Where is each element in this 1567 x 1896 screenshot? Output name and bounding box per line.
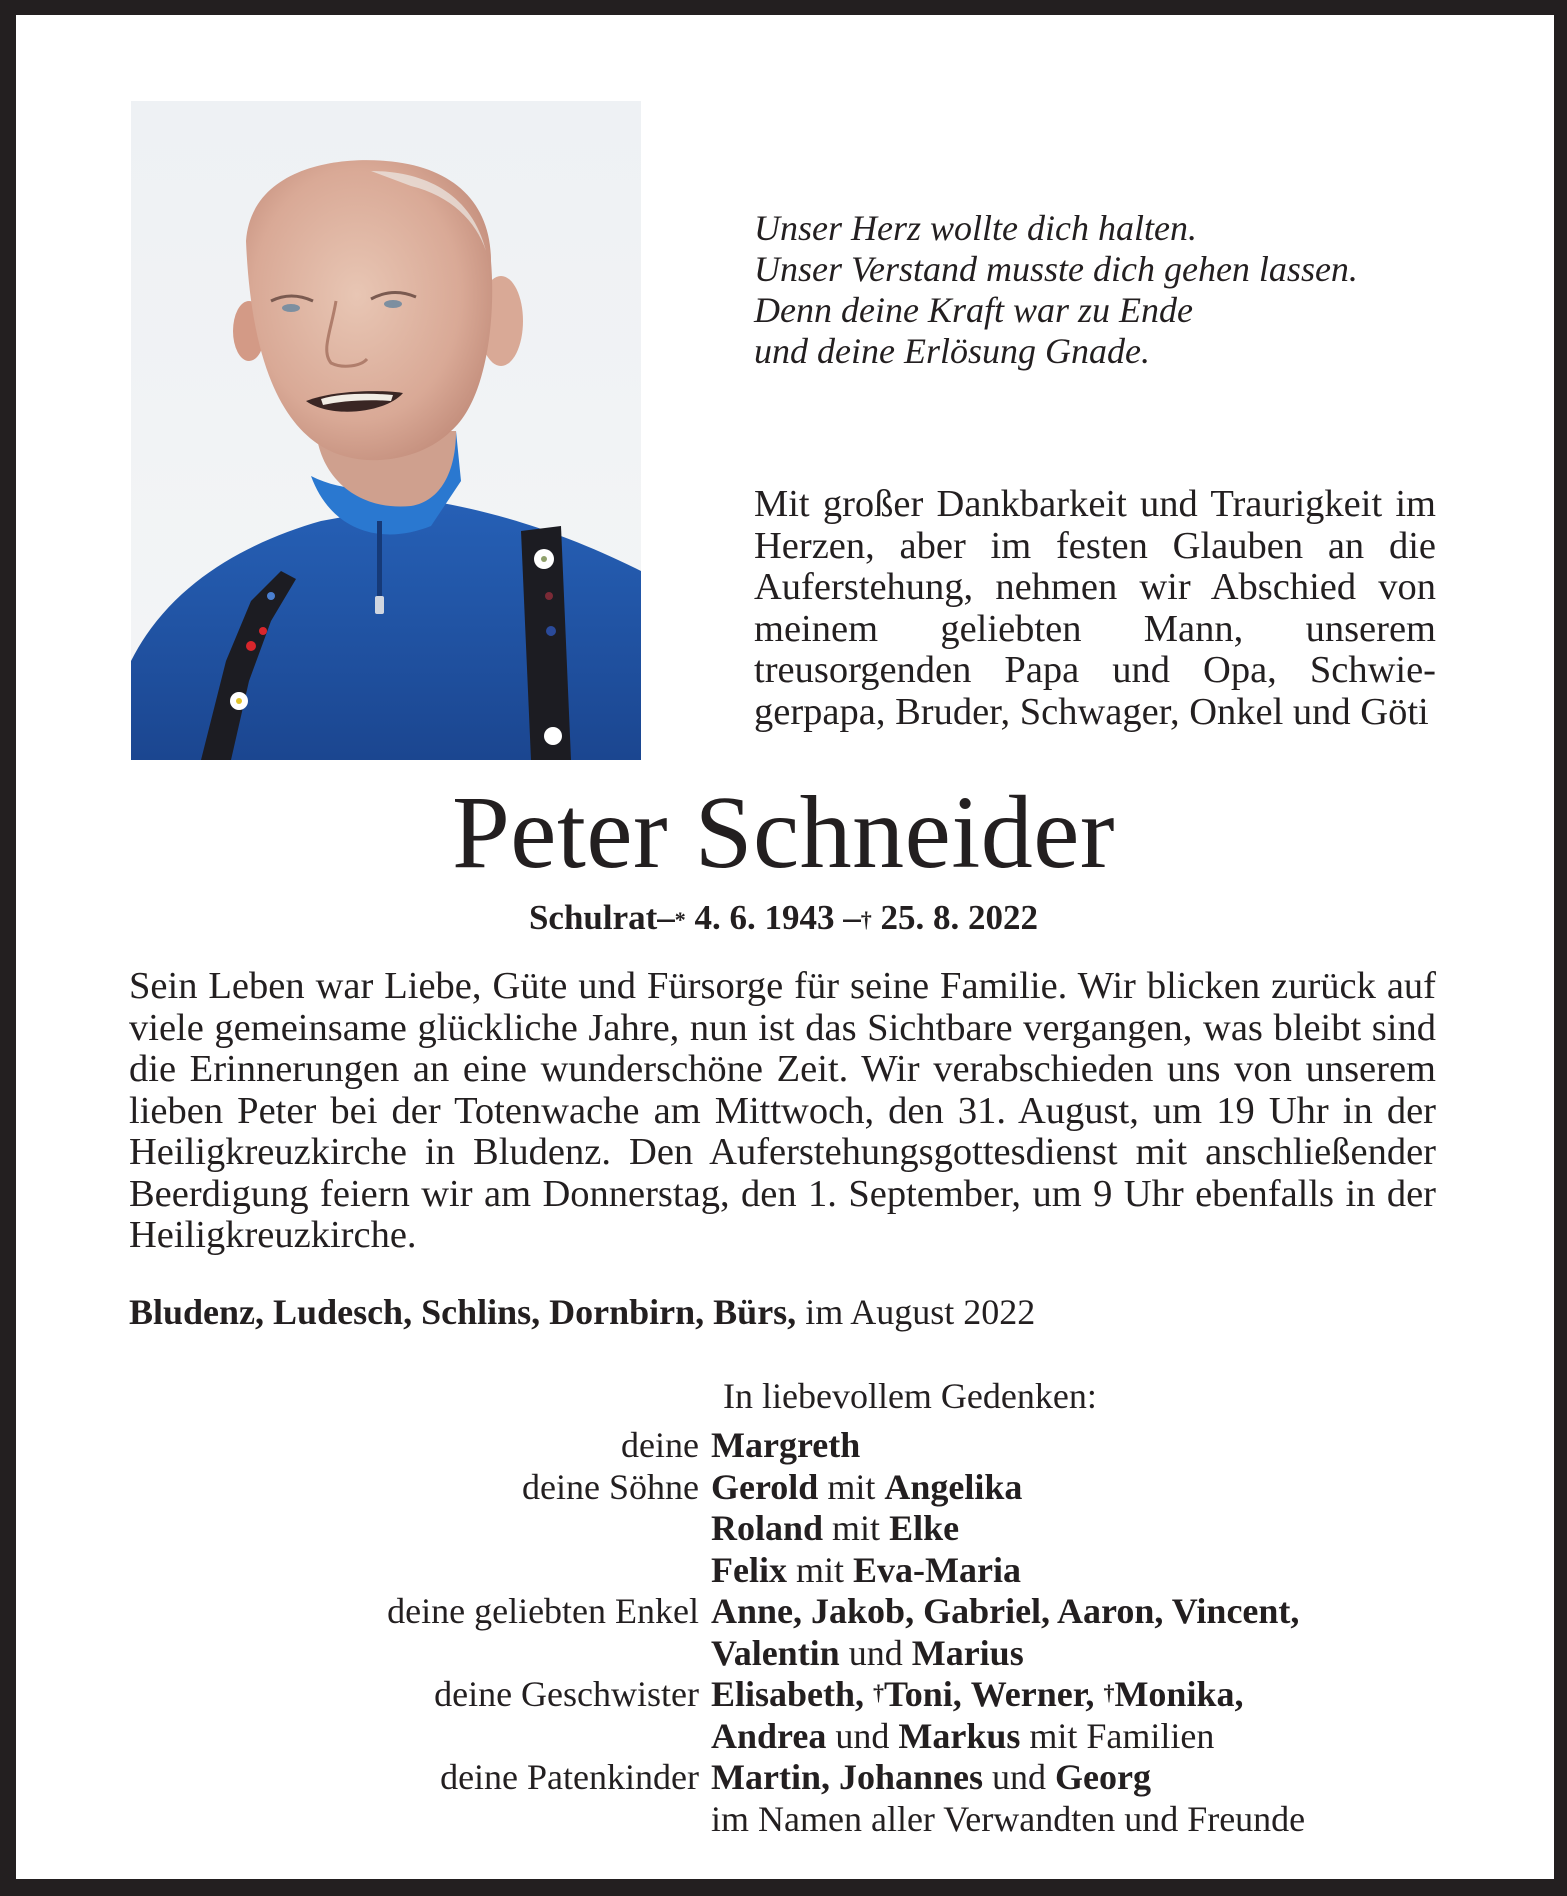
family-name: Valentin: [711, 1632, 840, 1673]
separator: –: [843, 898, 861, 937]
family-name: Anne, Jakob, Gabriel, Aaron, Vincent,: [711, 1591, 1300, 1631]
connector-text: und: [848, 1632, 903, 1673]
relation-label: deine Patenkinder: [440, 1757, 699, 1797]
poem-line: Unser Herz wollte dich halten.: [754, 208, 1197, 248]
family-row-siblings-cont: [129, 1716, 1529, 1758]
birth-star-icon: *: [674, 907, 686, 932]
poem-line: und deine Erlösung Gnade.: [754, 331, 1150, 371]
places-line: [129, 1292, 1035, 1332]
family-name: Andrea: [711, 1715, 827, 1756]
title-and-dates: [0, 898, 1567, 938]
connector-text: mit Familien: [1029, 1715, 1215, 1756]
family-row-siblings: [129, 1674, 1529, 1716]
family-name: Eva-Maria: [853, 1549, 1021, 1590]
relation-label: deine Söhne: [522, 1466, 699, 1507]
family-row-sons-cont: [129, 1550, 1529, 1592]
birth-date: 4. 6. 1943: [694, 898, 835, 937]
family-name: Martin, Johannes: [711, 1757, 984, 1797]
connector-text: mit: [795, 1549, 844, 1590]
relation-label: deine: [621, 1425, 699, 1465]
death-cross-icon: †: [860, 907, 872, 932]
connector-text: und: [992, 1757, 1047, 1797]
portrait-illustration: [131, 101, 641, 760]
family-name: Gerold: [711, 1466, 819, 1507]
family-row-sons-cont: [129, 1508, 1529, 1550]
deceased-name: Peter Schneider: [451, 775, 1116, 890]
family-row-grandchildren: [129, 1591, 1529, 1633]
family-name: Georg: [1055, 1757, 1151, 1797]
relation-spacer: [129, 1633, 711, 1675]
memorial-heading: In liebevollem Gedenken:: [723, 1376, 1097, 1416]
cross-icon: †: [873, 1680, 885, 1705]
relation-label: deine geliebten Enkel: [387, 1591, 699, 1631]
relation-spacer: [129, 1550, 711, 1592]
connector-text: mit: [827, 1466, 876, 1507]
family-row-grandchildren-cont: [129, 1633, 1529, 1675]
family-name: Roland: [711, 1508, 824, 1548]
death-date: 25. 8. 2022: [880, 898, 1039, 937]
family-name: Monika,: [1114, 1674, 1244, 1714]
deceased-title: Schulrat: [528, 898, 658, 937]
places-date: im August 2022: [805, 1292, 1036, 1332]
poem-line: Denn deine Kraft war zu Ende: [754, 290, 1193, 330]
relation-spacer: [129, 1799, 711, 1841]
family-name: Elke: [889, 1508, 960, 1548]
closing-line: im Namen aller Verwandten und Freunde: [711, 1798, 1306, 1839]
body-paragraph: Sein Leben war Liebe, Güte und Fürsorge für seine Familie. Wir blicken zurück auf viele gemeinsame glückliche Jahre, nun ist das Sichtbare vergangen, was bleibt sind die Erinnerungen an eine wunderschöne Zeit. Wir verabschieden uns von unserem lieben Peter bei der Totenwache am Mittwoch, den 31. August, um 19 Uhr in der Heiligkreuzkirche in Bludenz. Den Auferstehungsgottesdienst mit anschließender Beerdigung feiern wir am Donnerstag, den 1. September, um 9 Uhr ebenfalls in der Heiligkreuzkirche.: [129, 965, 1436, 1256]
family-row-sons: [129, 1467, 1529, 1509]
family-name: Marius: [911, 1632, 1024, 1673]
family-name: Markus: [898, 1715, 1021, 1756]
intro-paragraph: Mit großer Dankbarkeit und Traurigkeit im Herzen, aber im festen Glauben an die Auferstehung, nehmen wir Abschied von meinem geliebten Mann, unserem treusorgenden Papa und Opa, Schwiegerpapa, Bruder, Schwager, Onkel und Göti: [754, 483, 1436, 733]
family-name: Toni,: [884, 1674, 962, 1714]
separator: –: [657, 898, 675, 937]
family-name: Angelika: [884, 1466, 1023, 1507]
cross-icon: †: [1103, 1680, 1115, 1705]
poem-line: Unser Verstand musste dich gehen lassen.: [754, 249, 1358, 289]
family-name: Felix: [711, 1549, 787, 1590]
family-row-wife: [129, 1425, 1529, 1467]
relation-spacer: [129, 1716, 711, 1758]
family-name: Margreth: [711, 1425, 861, 1465]
family-row-closing: [129, 1799, 1529, 1841]
family-name: Elisabeth,: [711, 1674, 865, 1714]
relation-label: deine Geschwister: [434, 1674, 699, 1714]
family-name: Werner,: [970, 1674, 1095, 1714]
family-row-godchildren: [129, 1757, 1529, 1799]
portrait-photo: [131, 101, 641, 760]
connector-text: und: [835, 1715, 890, 1756]
connector-text: mit: [832, 1508, 881, 1548]
poem: [754, 208, 1358, 372]
places-towns: Bludenz, Ludesch, Schlins, Dornbirn, Bürs,: [129, 1292, 797, 1332]
relation-spacer: [129, 1508, 711, 1550]
family-list: [129, 1425, 1529, 1840]
